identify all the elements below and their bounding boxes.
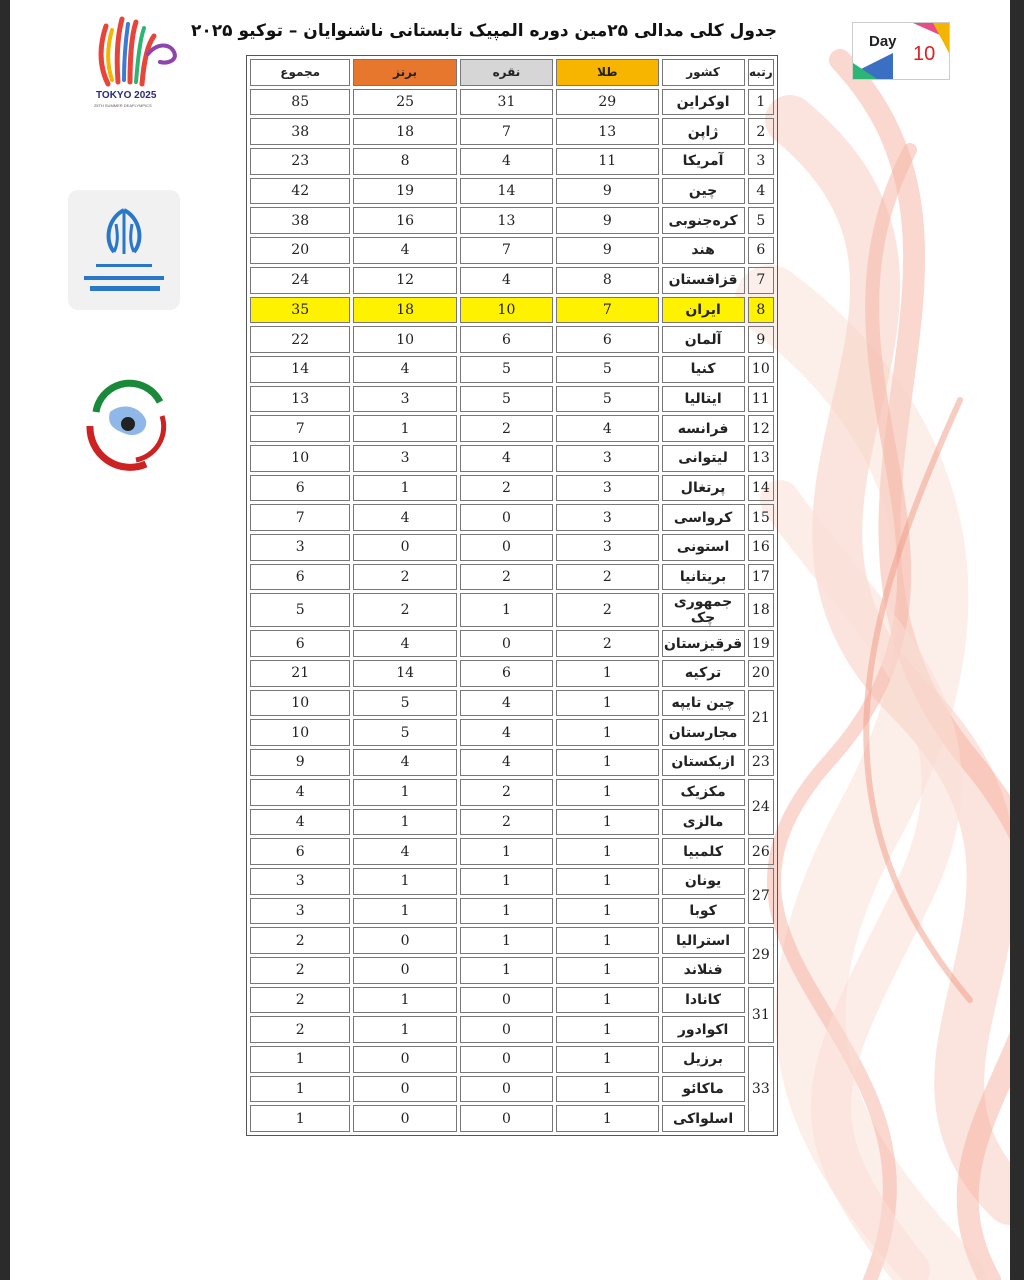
medal-table: [246, 55, 778, 1136]
gold-cell: 2: [556, 564, 658, 591]
bronze-cell: 4: [353, 838, 456, 865]
table-row: [250, 178, 774, 205]
gold-cell: 1: [556, 690, 658, 717]
table-row: [250, 630, 774, 657]
bronze-cell: 16: [353, 207, 456, 234]
silver-cell: 0: [460, 1105, 553, 1132]
gold-cell: 1: [556, 1016, 658, 1043]
total-cell: 3: [250, 534, 350, 561]
rank-cell: 4: [748, 178, 774, 205]
silver-cell: 2: [460, 779, 553, 806]
silver-cell: 31: [460, 89, 553, 116]
bronze-cell: 1: [353, 809, 456, 836]
header-country: کشور: [662, 59, 745, 86]
bronze-cell: 18: [353, 297, 456, 324]
gold-cell: 1: [556, 779, 658, 806]
gold-cell: 6: [556, 326, 658, 353]
gold-cell: 9: [556, 237, 658, 264]
tokyo-2025-logo: [88, 14, 188, 114]
table-row: [250, 593, 774, 627]
bronze-cell: 1: [353, 898, 456, 925]
bronze-cell: 2: [353, 593, 456, 627]
bronze-cell: 5: [353, 719, 456, 746]
gold-cell: 3: [556, 475, 658, 502]
bronze-cell: 1: [353, 415, 456, 442]
table-row: [250, 207, 774, 234]
country-cell: مجارستان: [662, 719, 745, 746]
silver-cell: 14: [460, 178, 553, 205]
total-cell: 38: [250, 207, 350, 234]
gold-cell: 1: [556, 1076, 658, 1103]
total-cell: 6: [250, 630, 350, 657]
country-cell: قزاقستان: [662, 267, 745, 294]
country-cell: لیتوانی: [662, 445, 745, 472]
bronze-cell: 0: [353, 534, 456, 561]
country-cell: یونان: [662, 868, 745, 895]
total-cell: 10: [250, 690, 350, 717]
total-cell: 13: [250, 386, 350, 413]
table-row: [250, 89, 774, 116]
total-cell: 6: [250, 564, 350, 591]
rank-cell: 31: [748, 987, 774, 1043]
table-row: [250, 749, 774, 776]
table-row: [250, 1046, 774, 1073]
table-row: [250, 534, 774, 561]
silver-cell: 4: [460, 267, 553, 294]
total-cell: 22: [250, 326, 350, 353]
header-bronze: برنز: [353, 59, 456, 86]
total-cell: 7: [250, 504, 350, 531]
total-cell: 1: [250, 1076, 350, 1103]
rank-cell: 3: [748, 148, 774, 175]
bronze-cell: 2: [353, 564, 456, 591]
country-cell: چین: [662, 178, 745, 205]
table-row: [250, 809, 774, 836]
document-page: [10, 0, 1010, 1280]
bronze-cell: 3: [353, 386, 456, 413]
gold-cell: 1: [556, 987, 658, 1014]
bronze-cell: 14: [353, 660, 456, 687]
deaf-sports-federation-logo: [76, 372, 178, 474]
silver-cell: 2: [460, 475, 553, 502]
rank-cell: 13: [748, 445, 774, 472]
table-row: [250, 356, 774, 383]
rank-cell: 8: [748, 297, 774, 324]
country-cell: کلمبیا: [662, 838, 745, 865]
day-badge: [852, 22, 950, 80]
table-row: [250, 326, 774, 353]
silver-cell: 7: [460, 118, 553, 145]
bronze-cell: 19: [353, 178, 456, 205]
bronze-cell: 4: [353, 749, 456, 776]
rank-cell: 14: [748, 475, 774, 502]
total-cell: 7: [250, 415, 350, 442]
country-cell: مالزی: [662, 809, 745, 836]
rank-cell: 12: [748, 415, 774, 442]
bronze-cell: 1: [353, 779, 456, 806]
gold-cell: 5: [556, 386, 658, 413]
bronze-cell: 5: [353, 690, 456, 717]
table-row: [250, 386, 774, 413]
silver-cell: 1: [460, 957, 553, 984]
bronze-cell: 0: [353, 1046, 456, 1073]
gold-cell: 1: [556, 1105, 658, 1132]
country-cell: اکوادور: [662, 1016, 745, 1043]
total-cell: 2: [250, 1016, 350, 1043]
silver-cell: 0: [460, 1076, 553, 1103]
country-cell: آلمان: [662, 326, 745, 353]
rank-cell: 24: [748, 779, 774, 835]
bronze-cell: 1: [353, 1016, 456, 1043]
table-row: [250, 957, 774, 984]
bronze-cell: 4: [353, 237, 456, 264]
hand-logo-icon: [88, 14, 188, 94]
silver-cell: 0: [460, 1016, 553, 1043]
gold-cell: 9: [556, 207, 658, 234]
table-row: [250, 779, 774, 806]
table-row: [250, 868, 774, 895]
country-cell: کره‌جنوبی: [662, 207, 745, 234]
rank-cell: 9: [748, 326, 774, 353]
total-cell: 5: [250, 593, 350, 627]
gold-cell: 1: [556, 898, 658, 925]
country-cell: اوکراین: [662, 89, 745, 116]
country-cell: فرانسه: [662, 415, 745, 442]
gold-cell: 1: [556, 927, 658, 954]
table-row: [250, 987, 774, 1014]
bronze-cell: 10: [353, 326, 456, 353]
silver-cell: 5: [460, 356, 553, 383]
header-rank: رتبه: [748, 59, 774, 86]
table-row: [250, 690, 774, 717]
gold-cell: 1: [556, 809, 658, 836]
country-cell: کرواسی: [662, 504, 745, 531]
silver-cell: 0: [460, 504, 553, 531]
total-cell: 4: [250, 809, 350, 836]
country-cell: پرتغال: [662, 475, 745, 502]
silver-cell: 2: [460, 564, 553, 591]
rank-cell: 23: [748, 749, 774, 776]
table-header-row: [250, 59, 774, 86]
silver-cell: 0: [460, 1046, 553, 1073]
federation-emblem-icon: [76, 372, 178, 474]
country-cell: هند: [662, 237, 745, 264]
bronze-cell: 4: [353, 356, 456, 383]
table-row: [250, 927, 774, 954]
table-row: [250, 445, 774, 472]
medal-table-body: [250, 89, 774, 1132]
rank-cell: 21: [748, 690, 774, 746]
country-cell: اسلواکی: [662, 1105, 745, 1132]
bronze-cell: 1: [353, 987, 456, 1014]
table-row: [250, 1076, 774, 1103]
total-cell: 2: [250, 927, 350, 954]
silver-cell: 1: [460, 927, 553, 954]
bronze-cell: 0: [353, 957, 456, 984]
total-cell: 2: [250, 957, 350, 984]
day-number: 10: [913, 43, 936, 65]
total-cell: 24: [250, 267, 350, 294]
bronze-cell: 3: [353, 445, 456, 472]
bronze-cell: 18: [353, 118, 456, 145]
gold-cell: 8: [556, 267, 658, 294]
gold-cell: 3: [556, 534, 658, 561]
country-cell: چین تایپه: [662, 690, 745, 717]
total-cell: 6: [250, 475, 350, 502]
bronze-cell: 1: [353, 868, 456, 895]
gold-cell: 1: [556, 957, 658, 984]
silver-cell: 10: [460, 297, 553, 324]
rank-cell: 15: [748, 504, 774, 531]
country-cell: استرالیا: [662, 927, 745, 954]
silver-cell: 1: [460, 868, 553, 895]
silver-cell: 6: [460, 326, 553, 353]
gold-cell: 1: [556, 868, 658, 895]
bronze-cell: 0: [353, 1105, 456, 1132]
table-row: [250, 504, 774, 531]
header-gold: طلا: [556, 59, 658, 86]
table-row: [250, 1105, 774, 1132]
bronze-cell: 8: [353, 148, 456, 175]
table-row: [250, 838, 774, 865]
bronze-cell: 0: [353, 927, 456, 954]
silver-cell: 6: [460, 660, 553, 687]
silver-cell: 0: [460, 534, 553, 561]
country-cell: ژاپن: [662, 118, 745, 145]
silver-cell: 13: [460, 207, 553, 234]
silver-cell: 2: [460, 809, 553, 836]
gold-cell: 2: [556, 593, 658, 627]
table-row: [250, 660, 774, 687]
country-cell: ترکیه: [662, 660, 745, 687]
gold-cell: 3: [556, 445, 658, 472]
total-cell: 3: [250, 868, 350, 895]
gold-cell: 1: [556, 660, 658, 687]
total-cell: 14: [250, 356, 350, 383]
table-row: [250, 898, 774, 925]
country-cell: فنلاند: [662, 957, 745, 984]
silver-cell: 4: [460, 445, 553, 472]
country-cell: جمهوری چک: [662, 593, 745, 627]
total-cell: 21: [250, 660, 350, 687]
total-cell: 4: [250, 779, 350, 806]
ministry-sports-logo: [68, 190, 180, 310]
table-row: [250, 237, 774, 264]
silver-cell: 1: [460, 838, 553, 865]
gold-cell: 5: [556, 356, 658, 383]
gold-cell: 13: [556, 118, 658, 145]
rank-cell: 16: [748, 534, 774, 561]
silver-cell: 4: [460, 749, 553, 776]
silver-cell: 4: [460, 719, 553, 746]
table-row: [250, 148, 774, 175]
rank-cell: 26: [748, 838, 774, 865]
total-cell: 85: [250, 89, 350, 116]
table-row: [250, 475, 774, 502]
table-row: [250, 118, 774, 145]
total-cell: 6: [250, 838, 350, 865]
gold-cell: 9: [556, 178, 658, 205]
silver-cell: 5: [460, 386, 553, 413]
country-cell: آمریکا: [662, 148, 745, 175]
country-cell: مکزیک: [662, 779, 745, 806]
total-cell: 38: [250, 118, 350, 145]
iran-emblem-icon: [68, 190, 180, 310]
silver-cell: 2: [460, 415, 553, 442]
country-cell: ایتالیا: [662, 386, 745, 413]
total-cell: 35: [250, 297, 350, 324]
bronze-cell: 1: [353, 475, 456, 502]
country-cell: قرقیزستان: [662, 630, 745, 657]
table-row: [250, 297, 774, 324]
gold-cell: 1: [556, 838, 658, 865]
rank-cell: 19: [748, 630, 774, 657]
total-cell: 9: [250, 749, 350, 776]
page-title: جدول کلی مدالی ۲۵مین دوره المپیک تابستانی ناشنوایان – توکیو ۲۰۲۵: [191, 21, 777, 41]
country-cell: استونی: [662, 534, 745, 561]
silver-cell: 0: [460, 987, 553, 1014]
bronze-cell: 4: [353, 504, 456, 531]
bronze-cell: 12: [353, 267, 456, 294]
country-cell: برزیل: [662, 1046, 745, 1073]
silver-cell: 1: [460, 898, 553, 925]
gold-cell: 7: [556, 297, 658, 324]
rank-cell: 1: [748, 89, 774, 116]
silver-cell: 7: [460, 237, 553, 264]
table-row: [250, 1016, 774, 1043]
silver-cell: 4: [460, 690, 553, 717]
bronze-cell: 25: [353, 89, 456, 116]
country-cell: ایران: [662, 297, 745, 324]
rank-cell: 2: [748, 118, 774, 145]
day-label: Day: [869, 33, 897, 50]
total-cell: 42: [250, 178, 350, 205]
gold-cell: 1: [556, 749, 658, 776]
rank-cell: 10: [748, 356, 774, 383]
tokyo-logo-subtext: 25TH SUMMER DEAFLYMPICS: [94, 103, 152, 108]
rank-cell: 33: [748, 1046, 774, 1132]
country-cell: کنیا: [662, 356, 745, 383]
total-cell: 10: [250, 719, 350, 746]
total-cell: 2: [250, 987, 350, 1014]
total-cell: 23: [250, 148, 350, 175]
rank-cell: 29: [748, 927, 774, 983]
silver-cell: 1: [460, 593, 553, 627]
header-total: مجموع: [250, 59, 350, 86]
table-row: [250, 564, 774, 591]
gold-cell: 11: [556, 148, 658, 175]
gold-cell: 4: [556, 415, 658, 442]
table-row: [250, 267, 774, 294]
table-row: [250, 719, 774, 746]
rank-cell: 7: [748, 267, 774, 294]
total-cell: 1: [250, 1046, 350, 1073]
header-silver: نقره: [460, 59, 553, 86]
rank-cell: 27: [748, 868, 774, 924]
total-cell: 20: [250, 237, 350, 264]
gold-cell: 3: [556, 504, 658, 531]
bronze-cell: 0: [353, 1076, 456, 1103]
rank-cell: 6: [748, 237, 774, 264]
country-cell: کانادا: [662, 987, 745, 1014]
country-cell: ماکائو: [662, 1076, 745, 1103]
silver-cell: 4: [460, 148, 553, 175]
gold-cell: 2: [556, 630, 658, 657]
total-cell: 10: [250, 445, 350, 472]
rank-cell: 5: [748, 207, 774, 234]
total-cell: 3: [250, 898, 350, 925]
bronze-cell: 4: [353, 630, 456, 657]
rank-cell: 18: [748, 593, 774, 627]
gold-cell: 1: [556, 719, 658, 746]
tokyo-logo-text: TOKYO 2025: [96, 90, 157, 101]
rank-cell: 17: [748, 564, 774, 591]
silver-cell: 0: [460, 630, 553, 657]
total-cell: 1: [250, 1105, 350, 1132]
country-cell: کوبا: [662, 898, 745, 925]
table-row: [250, 415, 774, 442]
country-cell: بریتانیا: [662, 564, 745, 591]
rank-cell: 20: [748, 660, 774, 687]
rank-cell: 11: [748, 386, 774, 413]
gold-cell: 29: [556, 89, 658, 116]
gold-cell: 1: [556, 1046, 658, 1073]
country-cell: ازبکستان: [662, 749, 745, 776]
